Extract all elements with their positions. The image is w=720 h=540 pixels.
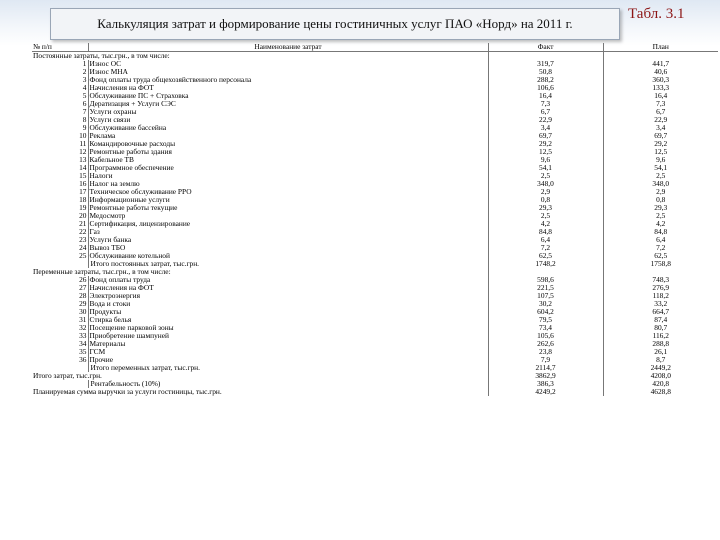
row-fact: 2,5 bbox=[488, 172, 603, 180]
row-name: Обслуживание котельной bbox=[88, 252, 488, 260]
row-name: Вывоз ТБО bbox=[88, 244, 488, 252]
row-name: Фонд оплаты труда общехозяйственного персонала bbox=[88, 76, 488, 84]
row-plan: 54,1 bbox=[654, 164, 668, 172]
row-fact: 348,0 bbox=[488, 180, 603, 188]
row-plan: 26,1 bbox=[654, 348, 668, 356]
total-number bbox=[32, 364, 88, 372]
row-name: Услуги охраны bbox=[88, 108, 488, 116]
row-plan: 3,4 bbox=[656, 124, 666, 132]
row-number: 17 bbox=[32, 188, 88, 196]
cost-calculation-table bbox=[32, 43, 718, 396]
table-row bbox=[32, 244, 718, 252]
row-plan: 441,7 bbox=[652, 60, 670, 68]
table-row bbox=[32, 140, 718, 148]
row-name: Обслуживание бассейна bbox=[88, 124, 488, 132]
row-fact: 2,9 bbox=[488, 188, 603, 196]
row-number: 19 bbox=[32, 204, 88, 212]
row-number: 18 bbox=[32, 196, 88, 204]
section-header-fact bbox=[488, 52, 603, 61]
row-plan: 80,7 bbox=[654, 324, 668, 332]
row-number: 34 bbox=[32, 340, 88, 348]
revenue-row-fact: 4249,2 bbox=[488, 388, 603, 396]
row-number: 21 bbox=[32, 220, 88, 228]
row-fact: 262,6 bbox=[488, 340, 603, 348]
row-name: Дератизация + Услуги СЭС bbox=[88, 100, 488, 108]
row-number: 12 bbox=[32, 148, 88, 156]
table-row bbox=[32, 60, 718, 68]
row-fact: 598,6 bbox=[488, 276, 603, 284]
row-name: Кабельное ТВ bbox=[88, 156, 488, 164]
row-number: 5 bbox=[32, 92, 88, 100]
header-name: Наименование затрат bbox=[88, 43, 488, 52]
grand-total-row bbox=[32, 372, 718, 380]
table-number-label: Табл. 3.1 bbox=[628, 6, 685, 22]
row-fact: 23,8 bbox=[488, 348, 603, 356]
row-number: 25 bbox=[32, 252, 88, 260]
row-name: Ремонтные работы текущие bbox=[88, 204, 488, 212]
table-row bbox=[32, 252, 718, 260]
total-name: Итого переменных затрат, тыс.грн. bbox=[88, 364, 488, 372]
row-plan: 29,3 bbox=[654, 204, 668, 212]
table-row bbox=[32, 220, 718, 228]
row-number: 24 bbox=[32, 244, 88, 252]
row-fact: 29,2 bbox=[488, 140, 603, 148]
row-number: 15 bbox=[32, 172, 88, 180]
table-row bbox=[32, 132, 718, 140]
row-plan: 116,2 bbox=[652, 332, 669, 340]
row-plan: 7,2 bbox=[656, 244, 666, 252]
row-fact: 12,5 bbox=[488, 148, 603, 156]
table-row bbox=[32, 84, 718, 92]
row-fact: 3,4 bbox=[488, 124, 603, 132]
table-row bbox=[32, 332, 718, 340]
row-number: 29 bbox=[32, 300, 88, 308]
table-row bbox=[32, 212, 718, 220]
row-fact: 105,6 bbox=[488, 332, 603, 340]
table-row bbox=[32, 196, 718, 204]
table-header-row bbox=[32, 43, 718, 52]
section-header-plan bbox=[603, 268, 718, 276]
row-plan: 69,7 bbox=[654, 132, 668, 140]
total-number bbox=[32, 260, 88, 268]
row-fact: 107,5 bbox=[488, 292, 603, 300]
row-fact: 7,9 bbox=[488, 356, 603, 364]
row-number: 28 bbox=[32, 292, 88, 300]
row-plan: 0,8 bbox=[656, 196, 666, 204]
table-row bbox=[32, 148, 718, 156]
row-fact: 62,5 bbox=[488, 252, 603, 260]
section-total-row bbox=[32, 364, 718, 372]
row-plan: 84,8 bbox=[654, 228, 668, 236]
row-number: 3 bbox=[32, 76, 88, 84]
table-row bbox=[32, 108, 718, 116]
table-row bbox=[32, 68, 718, 76]
total-fact: 1748,2 bbox=[488, 260, 603, 268]
section-header bbox=[32, 268, 718, 276]
row-name: Услуги банка bbox=[88, 236, 488, 244]
row-name: Услуги связи bbox=[88, 116, 488, 124]
row-name: Посещение парковой зоны bbox=[88, 324, 488, 332]
row-plan: 8,7 bbox=[656, 356, 666, 364]
row-name: Начисления на ФОТ bbox=[88, 284, 488, 292]
row-plan: 360,3 bbox=[652, 76, 670, 84]
header-num: № п/п bbox=[32, 43, 88, 52]
table-row bbox=[32, 164, 718, 172]
row-fact: 6,4 bbox=[488, 236, 603, 244]
row-number: 9 bbox=[32, 124, 88, 132]
table-row bbox=[32, 180, 718, 188]
row-fact: 9,6 bbox=[488, 156, 603, 164]
row-fact: 69,7 bbox=[488, 132, 603, 140]
table-row bbox=[32, 124, 718, 132]
row-plan: 22,9 bbox=[654, 116, 668, 124]
row-name: Продукты bbox=[88, 308, 488, 316]
row-number: 4 bbox=[32, 84, 88, 92]
total-plan: 1758,8 bbox=[650, 260, 671, 268]
header-fact: Факт bbox=[488, 43, 603, 52]
row-name: Износ ОС bbox=[88, 60, 488, 68]
row-name: Командировочные расходы bbox=[88, 140, 488, 148]
row-fact: 7,2 bbox=[488, 244, 603, 252]
row-number: 1 bbox=[32, 60, 88, 68]
table-row bbox=[32, 324, 718, 332]
row-name: Налоги bbox=[88, 172, 488, 180]
row-plan: 348,0 bbox=[652, 180, 670, 188]
row-name: Обслуживание ПС + Страховка bbox=[88, 92, 488, 100]
row-fact: 4,2 bbox=[488, 220, 603, 228]
table-row bbox=[32, 204, 718, 212]
row-fact: 30,2 bbox=[488, 300, 603, 308]
row-plan: 40,6 bbox=[654, 68, 668, 76]
row-name: Износ МНА bbox=[88, 68, 488, 76]
row-number: 27 bbox=[32, 284, 88, 292]
row-number: 32 bbox=[32, 324, 88, 332]
row-number: 35 bbox=[32, 348, 88, 356]
section-header-fact bbox=[488, 268, 603, 276]
row-plan: 288,8 bbox=[652, 340, 670, 348]
revenue-row-label: Планируемая сумма выручки за услуги гостиницы, тыс.грн. bbox=[32, 388, 488, 396]
table-row bbox=[32, 116, 718, 124]
row-fact: 604,2 bbox=[488, 308, 603, 316]
row-fact: 16,4 bbox=[488, 92, 603, 100]
row-number: 10 bbox=[32, 132, 88, 140]
row-fact: 0,8 bbox=[488, 196, 603, 204]
revenue-row-plan: 4628,8 bbox=[650, 388, 671, 396]
section-header-plan bbox=[603, 52, 718, 61]
row-plan: 87,4 bbox=[654, 316, 668, 324]
row-fact: 7,3 bbox=[488, 100, 603, 108]
total-plan: 2449,2 bbox=[650, 364, 671, 372]
table-row bbox=[32, 308, 718, 316]
row-plan: 2,9 bbox=[656, 188, 666, 196]
table-row bbox=[32, 348, 718, 356]
row-plan: 29,2 bbox=[654, 140, 668, 148]
table-row bbox=[32, 284, 718, 292]
row-name: Информационные услуги bbox=[88, 196, 488, 204]
row-number: 22 bbox=[32, 228, 88, 236]
row-fact: 221,5 bbox=[488, 284, 603, 292]
row-fact: 29,3 bbox=[488, 204, 603, 212]
row-plan: 7,3 bbox=[656, 100, 666, 108]
row-number: 26 bbox=[32, 276, 88, 284]
row-plan: 6,4 bbox=[656, 236, 666, 244]
grand-total-row-label: Итого затрат, тыс.грн. bbox=[32, 372, 488, 380]
row-name: Электроэнергия bbox=[88, 292, 488, 300]
table-row bbox=[32, 156, 718, 164]
total-name: Итого постоянных затрат, тыс.грн. bbox=[88, 260, 488, 268]
table-row bbox=[32, 300, 718, 308]
row-name: Материалы bbox=[88, 340, 488, 348]
table-row bbox=[32, 228, 718, 236]
profitability-fact: 386,3 bbox=[488, 380, 603, 388]
row-fact: 319,7 bbox=[488, 60, 603, 68]
row-fact: 50,8 bbox=[488, 68, 603, 76]
row-fact: 106,6 bbox=[488, 84, 603, 92]
row-number: 14 bbox=[32, 164, 88, 172]
section-total-row bbox=[32, 260, 718, 268]
row-number: 6 bbox=[32, 100, 88, 108]
row-name: Ремонтные работы здания bbox=[88, 148, 488, 156]
row-plan: 276,9 bbox=[652, 284, 670, 292]
table-row bbox=[32, 188, 718, 196]
row-plan: 664,7 bbox=[652, 308, 670, 316]
revenue-row bbox=[32, 388, 718, 396]
row-number: 33 bbox=[32, 332, 88, 340]
row-fact: 288,2 bbox=[488, 76, 603, 84]
row-plan: 2,5 bbox=[656, 172, 666, 180]
row-number: 20 bbox=[32, 212, 88, 220]
table-row bbox=[32, 340, 718, 348]
profitability-name: Рентабельность (10%) bbox=[88, 380, 488, 388]
table-row bbox=[32, 92, 718, 100]
row-fact: 54,1 bbox=[488, 164, 603, 172]
table-row bbox=[32, 316, 718, 324]
row-name: Налог на землю bbox=[88, 180, 488, 188]
row-plan: 2,5 bbox=[656, 212, 666, 220]
row-fact: 79,5 bbox=[488, 316, 603, 324]
row-plan: 12,5 bbox=[654, 148, 668, 156]
row-fact: 73,4 bbox=[488, 324, 603, 332]
row-plan: 4,2 bbox=[656, 220, 666, 228]
grand-total-row-plan: 4208,0 bbox=[650, 372, 671, 380]
section-header-label: Переменные затраты, тыс.грн., в том числе: bbox=[32, 268, 488, 276]
row-plan: 6,7 bbox=[656, 108, 666, 116]
page-title: Калькуляция затрат и формирование цены гостиничных услуг ПАО «Норд» на 2011 г. bbox=[50, 8, 620, 40]
row-plan: 16,4 bbox=[654, 92, 668, 100]
header-plan: План bbox=[603, 43, 718, 52]
profitability-row bbox=[32, 380, 718, 388]
table-row bbox=[32, 100, 718, 108]
row-name: Фонд оплаты труда bbox=[88, 276, 488, 284]
row-plan: 62,5 bbox=[654, 252, 668, 260]
row-name: Программное обеспечение bbox=[88, 164, 488, 172]
row-number: 11 bbox=[32, 140, 88, 148]
total-fact: 2114,7 bbox=[488, 364, 603, 372]
section-header bbox=[32, 52, 718, 61]
row-number: 8 bbox=[32, 116, 88, 124]
profitability-number bbox=[32, 380, 88, 388]
row-number: 23 bbox=[32, 236, 88, 244]
row-number: 7 bbox=[32, 108, 88, 116]
table-row bbox=[32, 76, 718, 84]
row-fact: 84,8 bbox=[488, 228, 603, 236]
row-name: Реклама bbox=[88, 132, 488, 140]
row-name: Сертификация, лицензирование bbox=[88, 220, 488, 228]
table-row bbox=[32, 236, 718, 244]
row-name: Начисления на ФОТ bbox=[88, 84, 488, 92]
profitability-plan: 420,8 bbox=[652, 380, 670, 388]
table-row bbox=[32, 172, 718, 180]
section-header-label: Постоянные затраты, тыс.грн., в том числе: bbox=[32, 52, 488, 61]
row-name: Медосмотр bbox=[88, 212, 488, 220]
table-row bbox=[32, 356, 718, 364]
row-plan: 33,2 bbox=[654, 300, 668, 308]
row-plan: 133,3 bbox=[652, 84, 670, 92]
row-plan: 9,6 bbox=[656, 156, 666, 164]
row-fact: 6,7 bbox=[488, 108, 603, 116]
row-name: Прочие bbox=[88, 356, 488, 364]
row-number: 30 bbox=[32, 308, 88, 316]
grand-total-row-fact: 3862,9 bbox=[488, 372, 603, 380]
row-number: 16 bbox=[32, 180, 88, 188]
row-name: Вода и стоки bbox=[88, 300, 488, 308]
row-name: Газ bbox=[88, 228, 488, 236]
row-fact: 2,5 bbox=[488, 212, 603, 220]
row-number: 2 bbox=[32, 68, 88, 76]
row-number: 31 bbox=[32, 316, 88, 324]
table-row bbox=[32, 292, 718, 300]
row-fact: 22,9 bbox=[488, 116, 603, 124]
row-plan: 748,3 bbox=[652, 276, 670, 284]
row-name: ГСМ bbox=[88, 348, 488, 356]
row-name: Техническое обслуживание РРО bbox=[88, 188, 488, 196]
table-row bbox=[32, 276, 718, 284]
row-plan: 118,2 bbox=[652, 292, 669, 300]
row-number: 13 bbox=[32, 156, 88, 164]
row-name: Стирка белья bbox=[88, 316, 488, 324]
table-body bbox=[32, 52, 718, 397]
row-number: 36 bbox=[32, 356, 88, 364]
row-name: Приобретение шампуней bbox=[88, 332, 488, 340]
